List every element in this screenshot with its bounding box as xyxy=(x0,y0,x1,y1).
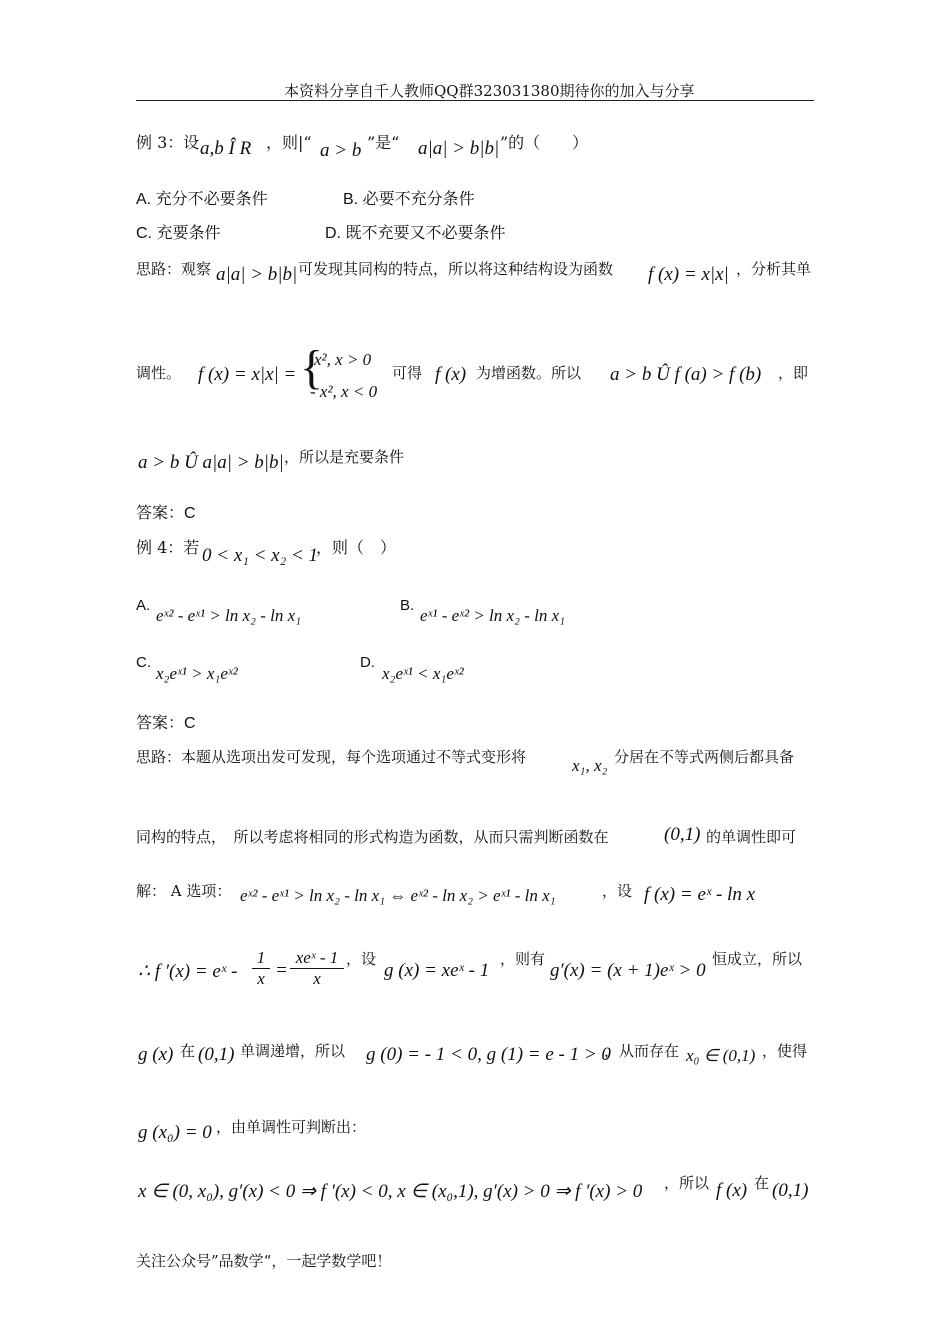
final-in: 在 xyxy=(754,1174,770,1192)
example3-idea-expr: a|a| > b|b| xyxy=(216,264,298,285)
option-c-label: C. xyxy=(136,654,151,671)
example3-mono-tail: ，即 xyxy=(778,364,809,382)
option-a-expr: eˣ² - eˣ¹ > ln x₂ - ln x₁ xyxy=(156,606,302,625)
g-x0-zero: g (x₀) = 0 xyxy=(138,1122,212,1143)
example3-idea-tail: ，分析其单 xyxy=(736,260,812,278)
option-d-expr: x₂eˣ¹ < x₁eˣ² xyxy=(382,664,464,683)
fraction-1-numerator: 1 xyxy=(252,948,270,969)
example3-option-c: C. 充要条件 xyxy=(136,225,221,242)
example3-mono-text2: 为增函数。所以 xyxy=(476,364,582,382)
example3-mono-text1: 可得 xyxy=(392,364,423,382)
fraction-1-over-x xyxy=(252,948,270,989)
in-1: 在 xyxy=(180,1042,196,1060)
example4-answer: 答案：C xyxy=(136,715,196,732)
example3-tail: ”的（ ） xyxy=(500,133,589,152)
g-function: g (x) = xeˣ - 1 xyxy=(384,960,490,981)
g-at: g (x) xyxy=(138,1044,174,1065)
example3-is: ”是“ xyxy=(367,133,400,152)
example4-tail: ，则（ ） xyxy=(316,538,397,557)
derivative-then: ，则有 xyxy=(500,950,546,968)
option-d-label: D. xyxy=(360,654,375,671)
example3-a-gt-b: a > b xyxy=(320,140,362,161)
example3-abs-expr: a|a| > b|b| xyxy=(418,138,500,159)
interval-1: (0,1) xyxy=(198,1044,235,1065)
derivative-set: ，设 xyxy=(346,950,377,968)
example3-option-b: B. 必要不充分条件 xyxy=(343,191,475,208)
final-so: ，所以 xyxy=(664,1174,710,1192)
example3-then: ，则|“ xyxy=(266,133,312,152)
solution-label: 解： A 选项： xyxy=(136,882,232,900)
final-expr: x ∈ (0, x₀), g′(x) < 0 ⇒ f ′(x) < 0, x ∈ (x₀,1), g′(x) > 0 ⇒ f ′(x) > 0 xyxy=(138,1181,643,1202)
example3-conclusion-text: ，所以是充要条件 xyxy=(284,448,405,466)
piecewise-brace: { xyxy=(300,341,324,394)
example3-idea-text: 可发现其同构的特点，所以将这种结构设为函数 xyxy=(298,260,614,278)
example4-idea-2: 同构的特点， 所以考虑将相同的形式构造为函数，从而只需判断函数在 xyxy=(136,828,609,846)
example3-prefix: 例 3：设 xyxy=(136,133,200,152)
option-b-label: B. xyxy=(400,597,415,614)
example3-mono-label: 调性。 xyxy=(136,364,182,382)
such-that: ，使得 xyxy=(762,1042,808,1060)
derivative-equals: = xyxy=(275,960,288,981)
example3-option-a: A. 充分不必要条件 xyxy=(136,191,268,208)
option-b-expr: eˣ¹ - eˣ² > ln x₂ - ln x₁ xyxy=(420,606,566,625)
option-c-expr: x₂eˣ¹ > x₁eˣ² xyxy=(156,664,238,683)
example3-idea-func: f (x) = x|x| xyxy=(648,264,729,285)
example4-idea-1: 思路：本题从选项出发可发现，每个选项通过不等式变形将 xyxy=(136,748,527,766)
solution-expr: eˣ² - eˣ¹ > ln x₂ - ln x₁ ⇔ eˣ² - ln x₂ > eˣ¹ - ln x₁ xyxy=(240,886,556,905)
example3-mono-equiv: a > b Û f (a) > f (b) xyxy=(610,364,762,385)
example3-idea-label: 思路：观察 xyxy=(136,260,212,278)
solution-set: ，设 xyxy=(602,882,633,900)
final-fx: f (x) xyxy=(716,1180,748,1201)
example3-option-d: D. 既不充要又不必要条件 xyxy=(325,225,506,242)
example3-answer: 答案：C xyxy=(136,505,196,522)
fraction-1-denominator: x xyxy=(257,969,265,988)
page-header: 本资料分享自千人教师QQ群323031380期待你的加入与分享 xyxy=(284,82,695,100)
header-rule xyxy=(136,100,814,101)
example3-mono-func: f (x) = x|x| = xyxy=(198,364,297,385)
derivative-tail: 恒成立，所以 xyxy=(712,950,803,968)
example3-condition: a,b Î R xyxy=(200,138,252,159)
option-a-label: A. xyxy=(136,597,151,614)
page-footer: 关注公众号”品数学“，一起学数学吧！ xyxy=(136,1252,392,1270)
example3-conclusion-expr: a > b Û a|a| > b|b| xyxy=(138,452,284,473)
example4-idea-1-tail: 分居在不等式两侧后都具备 xyxy=(614,748,795,766)
piecewise-case-1: x², x > 0 xyxy=(314,350,372,369)
g-derivative: g′(x) = (x + 1)eˣ > 0 xyxy=(550,960,706,981)
example4-prefix: 例 4：若 xyxy=(136,538,200,557)
exists-text: ，从而存在 xyxy=(604,1042,680,1060)
final-interval: (0,1) xyxy=(772,1180,809,1201)
example3-mono-fx: f (x) xyxy=(435,364,467,385)
fraction-2-numerator: xeˣ - 1 xyxy=(290,948,344,969)
x0-in-interval: x₀ ∈ (0,1) xyxy=(686,1046,756,1065)
solution-func: f (x) = eˣ - ln x xyxy=(644,884,756,905)
increasing-text: 单调递增，所以 xyxy=(240,1042,346,1060)
example4-condition: 0 < x₁ < x₂ < 1 xyxy=(202,545,319,566)
piecewise-case-2: - x², x < 0 xyxy=(310,382,378,401)
example4-idea-interval: (0,1) xyxy=(664,824,701,845)
fraction-2-denominator: x xyxy=(313,969,321,988)
g-values: g (0) = - 1 < 0, g (1) = e - 1 > 0 xyxy=(366,1044,611,1065)
judge-text: ，由单调性可判断出： xyxy=(216,1118,367,1136)
derivative-prefix: ∴ f ′(x) = eˣ - xyxy=(138,961,238,982)
example4-idea-vars: x₁, x₂ xyxy=(572,756,608,775)
example4-idea-2-tail: 的单调性即可 xyxy=(706,828,797,846)
fraction-xex-over-x xyxy=(290,948,344,989)
